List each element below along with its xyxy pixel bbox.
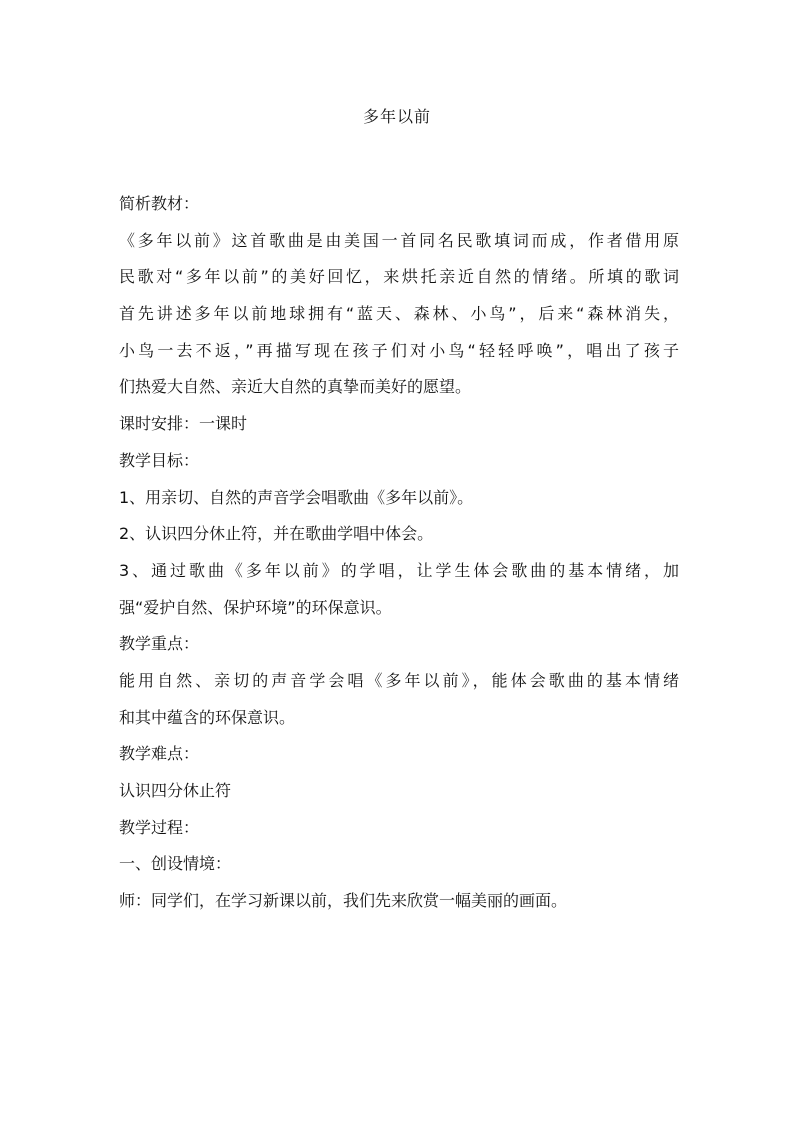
objective-item-1: 1、用亲切、自然的声音学会唱歌曲《多年以前》。 [119, 487, 474, 507]
section-heading-objectives: 教学目标： [119, 450, 200, 470]
paragraph-line: 首先讲述多年以前地球拥有“蓝天、森林、小鸟”，后来“森林消失， [119, 304, 679, 324]
section-heading-schedule: 课时安排：一课时 [119, 414, 248, 434]
section-heading-difficulties: 教学难点： [119, 744, 200, 764]
paragraph-line: 能用自然、亲切的声音学会唱《多年以前》，能体会歌曲的基本情绪 [119, 670, 679, 690]
paragraph-line: 和其中蕴含的环保意识。 [119, 707, 296, 727]
document-body [119, 186, 679, 920]
paragraph-line: 师：同学们，在学习新课以前，我们先来欣赏一幅美丽的画面。 [119, 891, 568, 911]
paragraph-line: 小鸟一去不返，”再描写现在孩子们对小鸟“轻轻呼唤”，唱出了孩子 [119, 340, 679, 360]
paragraph-line: 《多年以前》这首歌曲是由美国一首同名民歌填词而成，作者借用原 [119, 230, 679, 250]
objective-item-3: 3、通过歌曲《多年以前》的学唱，让学生体会歌曲的基本情绪，加 [119, 560, 679, 580]
section-heading-process: 教学过程： [119, 817, 200, 837]
section-heading-textbook-analysis: 简析教材： [119, 194, 200, 213]
section-heading-key-points: 教学重点： [119, 634, 200, 654]
document-title: 多年以前 [362, 107, 431, 126]
objective-item-2: 2、认识四分休止符，并在歌曲学唱中体会。 [119, 524, 434, 544]
paragraph-line: 民歌对“多年以前”的美好回忆，来烘托亲近自然的情绪。所填的歌词 [119, 267, 679, 287]
paragraph-line: 们热爱大自然、亲近大自然的真挚而美好的愿望。 [119, 377, 472, 397]
subsection-heading: 一、创设情境： [119, 854, 232, 874]
objective-item-3-continued: 强“爱护自然、保护环境”的环保意识。 [119, 597, 392, 617]
paragraph-line: 认识四分休止符 [119, 781, 232, 800]
